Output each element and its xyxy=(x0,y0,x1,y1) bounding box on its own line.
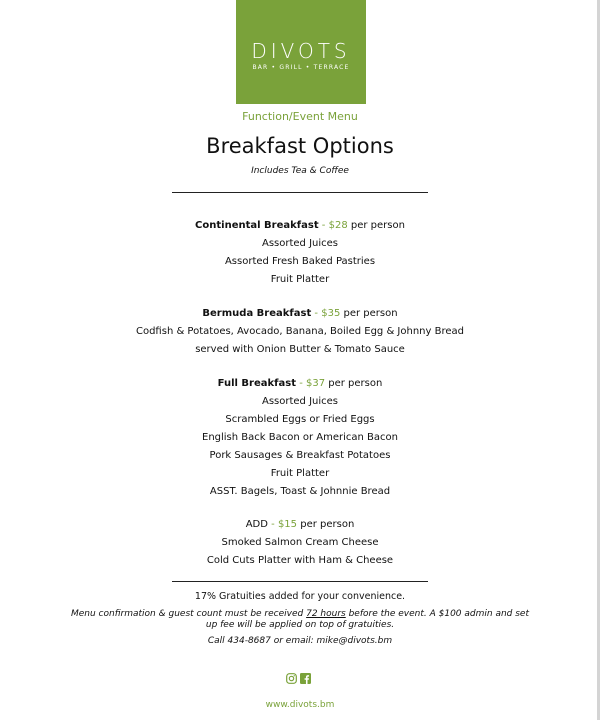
menu-item: Cold Cuts Platter with Ham & Cheese xyxy=(206,555,394,566)
menu-section-continental xyxy=(0,217,600,289)
section-unit: per person xyxy=(300,519,355,530)
menu-section-full xyxy=(0,375,600,501)
menu-item: Scrambled Eggs or Fried Eggs xyxy=(225,414,375,425)
menu-item: Assorted Juices xyxy=(261,396,338,407)
section-unit: per person xyxy=(350,220,405,231)
menu-item: served with Onion Butter & Tomato Sauce xyxy=(195,344,405,355)
section-unit: per person xyxy=(328,378,383,389)
contact-info: Call 434-8687 or email: mike@divots.bm xyxy=(207,636,393,646)
menu-section-add xyxy=(0,516,600,570)
menu-type: Function/Event Menu xyxy=(242,110,358,123)
instagram-icon[interactable] xyxy=(286,669,297,680)
section-heading xyxy=(0,217,600,235)
notice-text-start: Menu confirmation & guest count must be received xyxy=(70,609,307,619)
section-price: $35 xyxy=(321,308,341,319)
menu-item: Fruit Platter xyxy=(270,468,330,479)
section-separator: - xyxy=(271,519,275,530)
facebook-icon[interactable] xyxy=(300,669,311,680)
logo xyxy=(236,0,366,104)
section-name: Full Breakfast xyxy=(217,378,296,389)
notice-text-end: before the event. A $100 admin and set up fee will be applied on top of gratuities. xyxy=(205,609,529,630)
menu-item: Pork Sausages & Breakfast Potatoes xyxy=(209,450,391,461)
section-unit: per person xyxy=(343,308,398,319)
section-price: $28 xyxy=(328,220,348,231)
menu-item: Assorted Fresh Baked Pastries xyxy=(224,256,376,267)
divider-bottom xyxy=(172,581,428,582)
section-heading xyxy=(0,516,600,534)
section-heading xyxy=(0,375,600,393)
section-price: $37 xyxy=(305,378,326,389)
menu-item: English Back Bacon or American Bacon xyxy=(202,432,398,443)
logo-name: DIVOTS xyxy=(251,38,351,63)
menu-item: ASST. Bagels, Toast & Johnnie Bread xyxy=(209,486,391,497)
section-name: Bermuda Breakfast xyxy=(202,308,312,319)
notice-deadline: 72 hours xyxy=(306,609,346,619)
page-subtitle: Includes Tea & Coffee xyxy=(251,166,349,176)
gratuity-note: 17% Gratuities added for your convenience. xyxy=(194,591,406,602)
menu-item: Smoked Salmon Cream Cheese xyxy=(221,537,379,548)
website-link[interactable]: www.divots.bm xyxy=(265,700,335,710)
section-name: ADD xyxy=(245,519,268,530)
menu-item: Fruit Platter xyxy=(270,274,330,285)
menu-item: Assorted Juices xyxy=(261,238,338,249)
section-price: $15 xyxy=(277,519,298,530)
logo-tagline: BAR • GRILL • TERRACE xyxy=(252,63,350,71)
section-separator: - xyxy=(299,378,303,389)
booking-notice xyxy=(70,609,530,631)
section-separator: - xyxy=(314,308,319,319)
section-heading xyxy=(0,305,600,323)
menu-item: Codfish & Potatoes, Avocado, Banana, Boiled Egg & Johnny Bread xyxy=(135,326,464,337)
social-links xyxy=(286,669,311,680)
page-title: Breakfast Options xyxy=(206,134,394,158)
divider-top xyxy=(172,192,428,193)
menu-section-bermuda xyxy=(0,305,600,359)
section-name: Continental Breakfast xyxy=(195,220,319,231)
section-separator: - xyxy=(321,220,326,231)
